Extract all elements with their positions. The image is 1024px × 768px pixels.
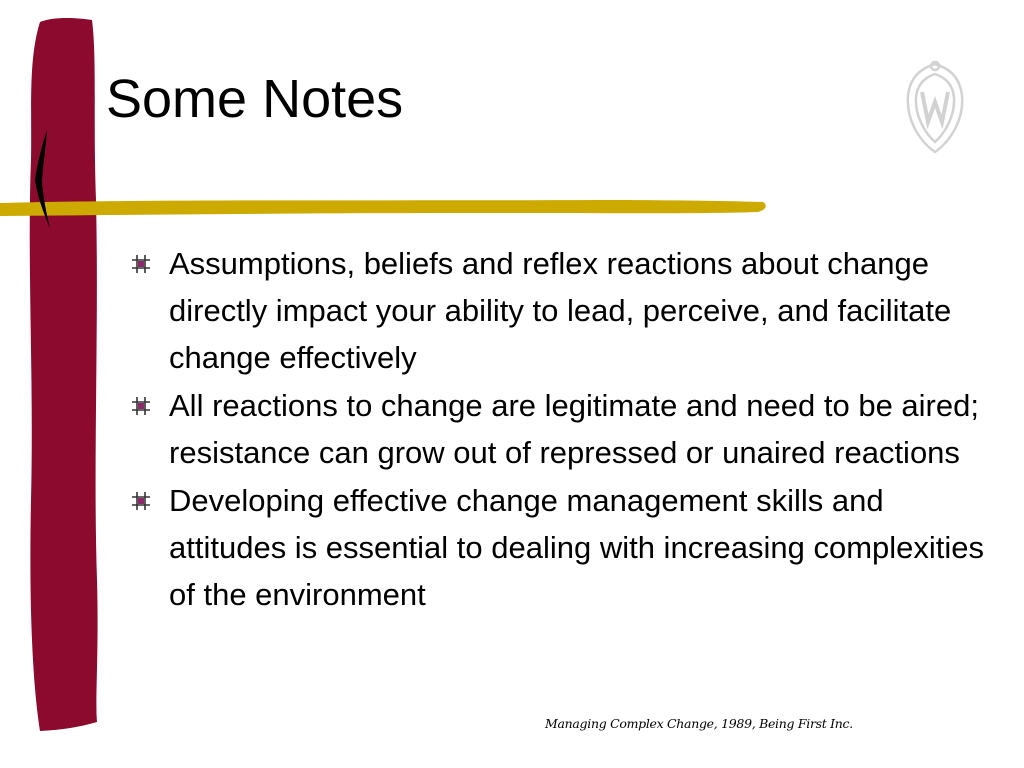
slide-title: Some Notes <box>106 69 404 129</box>
pinwheel-bullet-icon <box>130 490 152 512</box>
bullet-text: All reactions to change are legitimate and need to be aired; resistance can grow out of repressed or unaired reactions <box>169 388 979 470</box>
gold-horizontal-stroke <box>0 200 766 216</box>
bullet-item <box>130 477 1000 618</box>
bullet-item <box>130 240 1000 381</box>
pinwheel-bullet-icon <box>130 253 152 275</box>
university-crest-w-icon <box>900 58 970 158</box>
bullet-list <box>130 240 1000 619</box>
source-citation: Managing Complex Change, 1989, Being First Inc. <box>545 716 853 731</box>
bullet-text: Assumptions, beliefs and reflex reactions about change directly impact your ability to lead, perceive, and facilitate change effectively <box>169 246 952 375</box>
crimson-vertical-bar <box>30 18 98 731</box>
bullet-text: Developing effective change management skills and attitudes is essential to dealing with increasing complexities of the environment <box>169 483 985 612</box>
pinwheel-bullet-icon <box>130 395 152 417</box>
bullet-item <box>130 382 1000 476</box>
